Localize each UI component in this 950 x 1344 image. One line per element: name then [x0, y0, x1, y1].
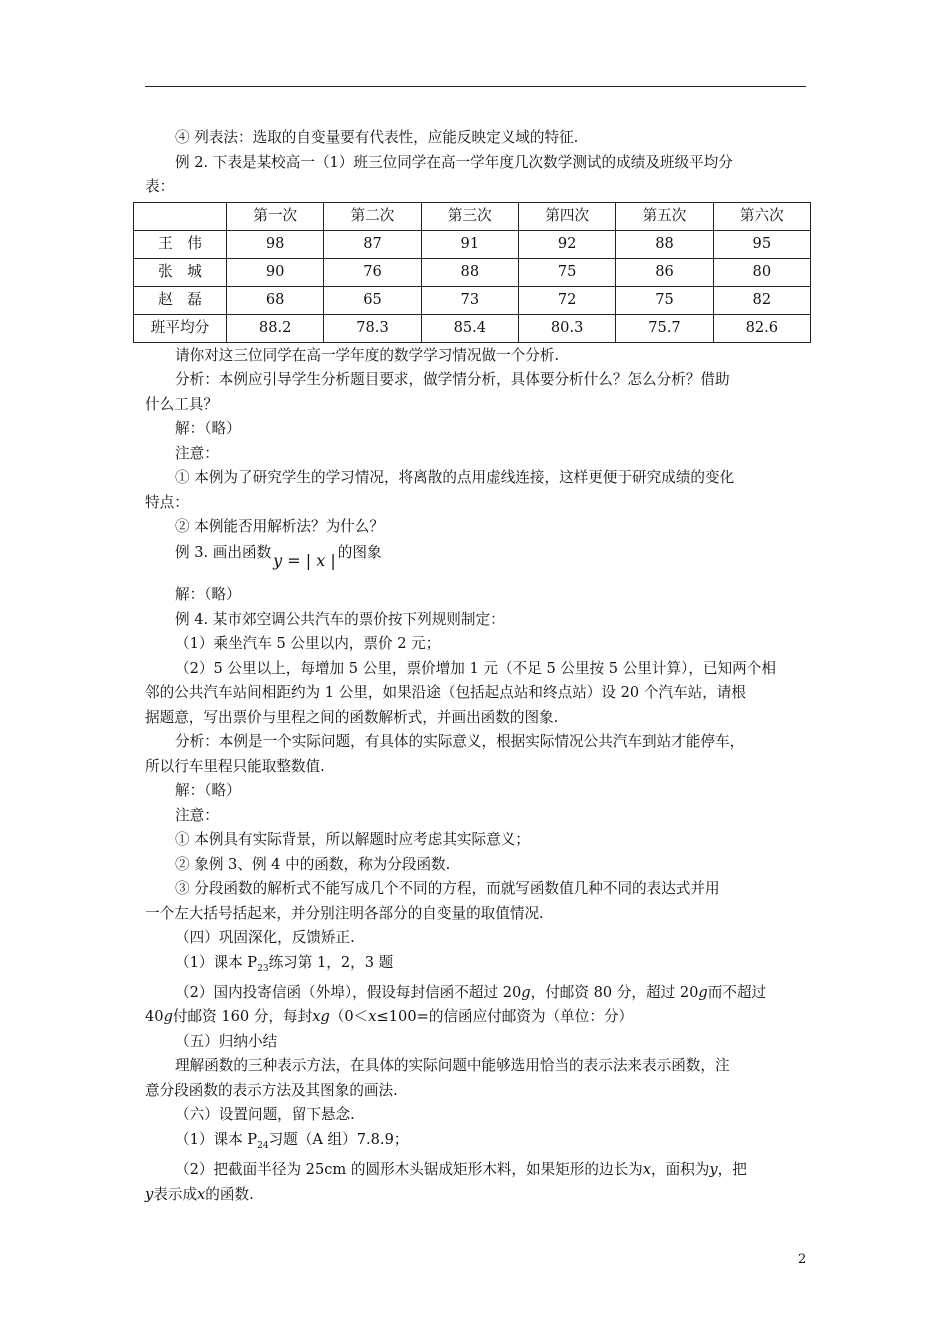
text-line: 注意：: [175, 806, 219, 824]
table-header-cell: 第六次: [713, 202, 810, 230]
text-line: （1）乘坐汽车 5 公里以内，票价 2 元；: [175, 635, 441, 652]
table-cell: 75: [518, 258, 615, 286]
math-variable: x: [368, 1008, 377, 1026]
table-row: [134, 258, 811, 286]
text-fragment: （0＜: [329, 1008, 369, 1026]
text-fragment: （1）课本 P: [175, 1130, 258, 1148]
table-row: [134, 314, 811, 342]
table-header-cell: [134, 202, 227, 230]
table-cell: 82.6: [713, 314, 810, 342]
math-variable: y: [709, 1161, 718, 1179]
table-cell: 80: [713, 258, 810, 286]
text-line: 理解函数的三种表示方法，在具体的实际问题中能够选用恰当的表示法来表示函数，注: [175, 1057, 730, 1075]
table-cell: 90: [227, 258, 324, 286]
table-cell: 75: [616, 286, 713, 314]
text-line: （四）巩固深化，反馈矫正.: [175, 929, 355, 946]
text-fragment: ≤100=的信函应付邮资为（单位：分）: [376, 1008, 634, 1026]
page-number: 2: [798, 1252, 807, 1267]
text-line: 解：（略）: [175, 782, 241, 799]
text-line: 解：（略）: [175, 586, 241, 603]
table-cell: 72: [518, 286, 615, 314]
text-line: ① 本例具有实际背景，所以解题时应考虑其实际意义；: [175, 831, 530, 848]
text-line: 表：: [145, 178, 175, 195]
math-variable: x: [312, 1008, 321, 1026]
table-cell: 95: [713, 230, 810, 258]
text-line: [145, 1158, 806, 1183]
subscript: 23: [257, 963, 269, 974]
text-line: （五）归纳小结: [175, 1032, 278, 1050]
text-line: [145, 951, 806, 981]
text-line: 特点：: [145, 493, 189, 511]
text-line: ① 本例为了研究学生的学习情况，将离散的点用虚线连接，这样更便于研究成绩的变化: [175, 469, 735, 486]
text-line: （2）5 公里以上，每增加 5 公里，票价增加 1 元（不足 5 公里按 5 公里计算），已知两个相: [175, 659, 776, 677]
table-cell: 78.3: [324, 314, 421, 342]
text-line: [145, 1183, 806, 1208]
text-line: [145, 540, 806, 570]
table-cell: 92: [518, 230, 615, 258]
table-cell: 86: [616, 258, 713, 286]
header-rule: [145, 86, 806, 87]
table-cell: 65: [324, 286, 421, 314]
text-fragment: ，面积为: [651, 1161, 710, 1179]
table-row: [134, 286, 811, 314]
table-cell: 88.2: [227, 314, 324, 342]
math-variable: g: [320, 1008, 330, 1026]
table-cell: 班平均分: [134, 314, 227, 342]
text-fragment: 例 3. 画出函数: [175, 543, 272, 561]
table-header-cell: 第三次: [421, 202, 518, 230]
spacer: [145, 565, 806, 583]
text-line: 注意：: [175, 444, 219, 462]
table-cell: 王 伟: [134, 230, 227, 258]
table-cell: 张 城: [134, 258, 227, 286]
text-line: [145, 1128, 806, 1158]
subscript: 24: [257, 1140, 269, 1151]
text-line: [145, 981, 806, 1006]
table-cell: 88: [616, 230, 713, 258]
text-line: ③ 分段函数的解析式不能写成几个不同的方程，而就写函数值几种不同的表达式并用: [175, 880, 720, 897]
text-line: 解：（略）: [175, 420, 241, 437]
formula-abs-function: y = | x |: [273, 550, 336, 570]
text-line: 分析：本例是一个实际问题，有具体的实际意义，根据实际情况公共汽车到站才能停车，: [175, 733, 745, 750]
table-header-cell: 第四次: [518, 202, 615, 230]
text-line: 意分段函数的表示方法及其图象的画法.: [145, 1081, 398, 1099]
text-line: 所以行车里程只能取整数值.: [145, 757, 325, 775]
text-fragment: （2）国内投寄信函（外埠），假设每封信函不超过 20: [175, 983, 522, 1001]
table-cell: 赵 磊: [134, 286, 227, 314]
math-variable: y: [145, 1185, 154, 1203]
text-line: 例 4. 某市郊空调公共汽车的票价按下列规则制定：: [175, 610, 505, 628]
text-line: ② 象例 3、例 4 中的函数，称为分段函数.: [175, 855, 451, 873]
table-cell: 68: [227, 286, 324, 314]
text-fragment: （2）把截面半径为 25cm 的圆形木头锯成矩形木料，如果矩形的边长为: [175, 1161, 643, 1179]
table-cell: 91: [421, 230, 518, 258]
table-cell: 82: [713, 286, 810, 314]
scores-table: [133, 202, 811, 343]
table-header-cell: 第二次: [324, 202, 421, 230]
text-fragment: ，把: [717, 1161, 747, 1179]
math-variable: g: [163, 1008, 173, 1026]
text-fragment: 付邮资 160 分，每封: [172, 1008, 313, 1026]
text-line: [145, 1005, 806, 1030]
text-line: 什么工具？: [145, 395, 218, 413]
math-variable: x: [197, 1185, 206, 1203]
text-fragment: ，付邮资 80 分，超过 20: [530, 983, 699, 1001]
math-variable: g: [698, 983, 708, 1001]
table-header-cell: 第一次: [227, 202, 324, 230]
table-cell: 98: [227, 230, 324, 258]
text-line: 请你对这三位同学在高一学年度的数学学习情况做一个分析.: [175, 346, 560, 364]
table-cell: 87: [324, 230, 421, 258]
math-variable: x: [642, 1161, 652, 1179]
table-cell: 85.4: [421, 314, 518, 342]
text-line: 例 2. 下表是某校高一（1）班三位同学在高一学年度几次数学测试的成绩及班级平均分: [175, 153, 733, 171]
document-body: [145, 126, 806, 1207]
text-fragment: 40: [145, 1008, 164, 1026]
text-fragment: 表示成: [153, 1185, 198, 1203]
table-cell: 73: [421, 286, 518, 314]
text-line: 分析：本例应引导学生分析题目要求，做学情分析，具体要分析什么？怎么分析？借助: [175, 371, 730, 388]
text-line: 邻的公共汽车站间相距约为 1 公里，如果沿途（包括起点站和终点站）设 20 个汽车站，请根: [145, 684, 746, 701]
text-line: （六）设置问题，留下悬念.: [175, 1106, 355, 1124]
math-variable: g: [521, 983, 531, 1001]
text-fragment: 的函数.: [205, 1185, 254, 1203]
table-header-row: [134, 202, 811, 230]
table-row: [134, 230, 811, 258]
text-fragment: 的图象: [337, 543, 382, 561]
text-line: 据题意，写出票价与里程之间的函数解析式，并画出函数的图象.: [145, 708, 559, 726]
table-cell: 76: [324, 258, 421, 286]
text-line: ② 本例能否用解析法？为什么？: [175, 518, 384, 535]
text-fragment: （1）课本 P: [175, 953, 258, 971]
text-fragment: 习题（A 组）7.8.9；: [268, 1130, 409, 1148]
table-cell: 88: [421, 258, 518, 286]
text-line: ④ 列表法：选取的自变量要有代表性，应能反映定义域的特征.: [175, 129, 579, 146]
text-fragment: 练习第 1，2，3 题: [268, 953, 394, 971]
text-fragment: 而不超过: [707, 983, 767, 1001]
table-header-cell: 第五次: [616, 202, 713, 230]
text-line: 一个左大括号括起来，并分别注明各部分的自变量的取值情况.: [145, 904, 544, 922]
table-cell: 80.3: [518, 314, 615, 342]
table-cell: 75.7: [616, 314, 713, 342]
